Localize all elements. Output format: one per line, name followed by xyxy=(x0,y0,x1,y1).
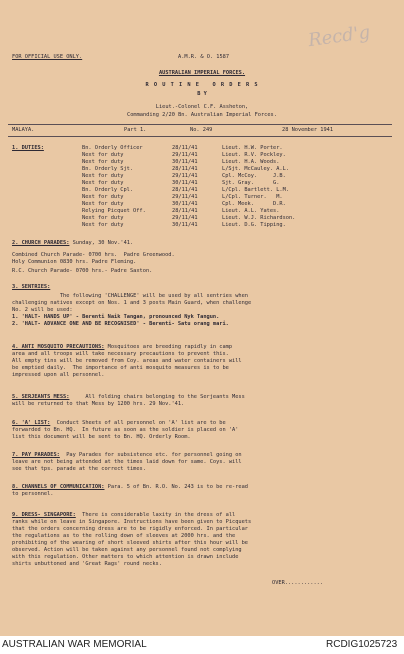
church-line: Combined Church Parade- 0700 hrs. Padre Greenwood. xyxy=(12,252,175,258)
sentries-heading: 3. SENTRIES: xyxy=(12,284,51,290)
dress-line: with this regulation. Other matters to which attention is drawn include xyxy=(12,554,239,560)
mosquito-line: All empty tins will be removed from Coy. areas and water containers will xyxy=(12,358,242,364)
duty-person: Sjt. Gray. G. xyxy=(222,180,280,186)
church-line: R.C. Church Parade- 0700 hrs.- Padre Saxton. xyxy=(12,268,153,274)
pay-heading: 7. PAY PARADES: xyxy=(12,452,60,458)
over-marker: OVER............ xyxy=(272,580,324,586)
duty-date: 30/11/41 xyxy=(172,180,198,186)
archive-id: RCDIG1025723 xyxy=(326,639,398,650)
duty-date: 30/11/41 xyxy=(172,222,198,228)
dress-line: shirts unbuttoned and 'Great Rags' round necks. xyxy=(12,561,162,567)
duty-person: Lieut. D.G. Tipping. xyxy=(222,222,286,228)
duty-name: Next for duty xyxy=(82,201,124,207)
by-line: B Y xyxy=(197,91,207,97)
channels-line: to personnel. xyxy=(12,491,54,497)
duty-name: Next for duty xyxy=(82,173,124,179)
challenge-1: 1. 'HALT- HANDS UP' - Berenti Naik Tangan, pronounced Nyk Tangun. xyxy=(12,314,220,320)
archive-credit: AUSTRALIAN WAR MEMORIAL xyxy=(2,639,147,650)
mosquito-section xyxy=(12,344,232,350)
command-line: Commanding 2/20 Bn. Australian Imperial Forces. xyxy=(127,112,277,118)
dress-line: that the orders concerning dress are to be rigidly enforced. In particular xyxy=(12,526,248,532)
duty-date: 28/11/41 xyxy=(172,187,198,193)
duty-person: Lieut. H.W. Porter. xyxy=(222,145,283,151)
duty-person: Lieut. H.A. Woods. xyxy=(222,159,280,165)
order-number: No. 249 xyxy=(190,127,213,133)
divider-top xyxy=(8,124,392,125)
channels-first-line: Para. 5 of Bn. R.O. No. 243 is to be re-read xyxy=(104,484,248,490)
duty-name: Bn. Orderly Officer xyxy=(82,145,143,151)
duty-name: Bn. Orderly Cpl. xyxy=(82,187,134,193)
mess-line: will be returned to that Mess by 1200 hrs. 29 Nov.'41. xyxy=(12,401,185,407)
dress-section xyxy=(12,512,235,518)
a-list-first-line: Conduct Sheets of all personnel on 'A' list are to be xyxy=(50,420,226,426)
dress-line: the regulations as to the rolling down of sleeves at 2000 hrs. and the xyxy=(12,533,236,539)
duty-name: Next for duty xyxy=(82,152,124,158)
duty-person: L/Sjt. McCauley. A.L. xyxy=(222,166,289,172)
a-list-line: forwarded to Bn. HQ. In future as soon as the soldier is placed on 'A' xyxy=(12,427,239,433)
duty-date: 29/11/41 xyxy=(172,194,198,200)
pay-section xyxy=(12,452,242,458)
pay-line: leave are not being attended at the times laid down for same. Coys. will xyxy=(12,459,242,465)
church-parades-section xyxy=(12,240,133,246)
channels-section xyxy=(12,484,248,490)
mess-heading: 5. SERJEANTS MESS: xyxy=(12,394,70,400)
duty-person: Lieut. R.V. Pockley. xyxy=(222,152,286,158)
mess-first-line: All folding chairs belonging to the Serjeants Mess xyxy=(69,394,245,400)
a-list-heading: 6. 'A' LIST: xyxy=(12,420,51,426)
duty-name: Next for duty xyxy=(82,180,124,186)
duty-person: Lieut. A.L. Yates. xyxy=(222,208,280,214)
channels-heading: 8. CHANNELS OF COMMUNICATION: xyxy=(12,484,105,490)
duty-name: Next for duty xyxy=(82,222,124,228)
duty-name: Next for duty xyxy=(82,159,124,165)
duty-person: Cpl. Meek. D.R. xyxy=(222,201,286,207)
duty-person: Lieut. W.J. Richardson. xyxy=(222,215,296,221)
duty-name: Next for duty xyxy=(82,215,124,221)
challenge-2: 2. 'HALT- ADVANCE ONE AND BE RECOGNISED' - Berenti- Satu orang mari. xyxy=(12,321,229,327)
duty-date: 28/11/41 xyxy=(172,145,198,151)
sentries-line: challenging natives except on Nos. 1 and 3 posts Main Guard, when challenge xyxy=(12,300,252,306)
force-heading: AUSTRALIAN IMPERIAL FORCES. xyxy=(158,70,246,76)
mosquito-line: be emptied daily. The importance of anti mosquito measures is to be xyxy=(12,365,229,371)
commanding-officer: Lieut.-Colonel C.F. Assheton, xyxy=(155,104,249,110)
mosquito-first-line: Mosquitoes are breeding rapidly in camp xyxy=(104,344,233,350)
pay-first-line: Pay Parades for subsistence etc. for personnel going on xyxy=(59,452,242,458)
dress-first-line: There is considerable laxity in the dress of all xyxy=(75,512,236,518)
duty-name: Next for duty xyxy=(82,194,124,200)
divider-bottom xyxy=(8,136,392,137)
duty-date: 28/11/41 xyxy=(172,166,198,172)
church-first-line: Sunday, 30 Nov.'41. xyxy=(69,240,134,246)
a-list-section xyxy=(12,420,226,426)
a-list-line: list this document will be sent to Bn. HQ. Orderly Room. xyxy=(12,434,191,440)
duty-date: 29/11/41 xyxy=(172,152,198,158)
mess-section xyxy=(12,394,245,400)
duties-heading: 1. DUTIES: xyxy=(12,145,44,151)
orders-title: R O U T I N E O R D E R S xyxy=(145,82,259,88)
duty-date: 29/11/41 xyxy=(172,215,198,221)
dress-heading: 9. DRESS- SINGAPORE: xyxy=(12,512,76,518)
mosquito-line: area and all troops will take necessary precautions to prevent this. xyxy=(12,351,229,357)
duty-date: 29/11/41 xyxy=(172,173,198,179)
church-heading: 2. CHURCH PARADES: xyxy=(12,240,70,246)
dress-line: prohibiting of the wearing of short sleeved shirts after this hour will be xyxy=(12,540,248,546)
duty-date: 30/11/41 xyxy=(172,159,198,165)
dress-line: ranks while on leave in Singapore. Instructions have been given to Picquets xyxy=(12,519,252,525)
duty-person: L/Cpl. Bartlett. L.M. xyxy=(222,187,289,193)
duty-name: Relying Picquet Off. xyxy=(82,208,146,214)
handwritten-signature: Recd'g xyxy=(306,21,372,52)
duty-person: Cpl. McCoy. J.B. xyxy=(222,173,286,179)
sentries-line: No. 2 will be used: xyxy=(12,307,73,313)
classification-label: FOR OFFICIAL USE ONLY. xyxy=(12,54,83,60)
part: Part 1. xyxy=(124,127,147,133)
duty-date: 30/11/41 xyxy=(172,201,198,207)
reference-number: A.M.R. & O. 1587 xyxy=(178,54,230,60)
pay-line: see that tps. parade at the correct times. xyxy=(12,466,146,472)
duty-person: L/Cpl. Turner. M. xyxy=(222,194,283,200)
mosquito-line: impressed upon all personnel. xyxy=(12,372,105,378)
dress-line: observed. Action will be taken against any personnel found not complying xyxy=(12,547,242,553)
duty-date: 28/11/41 xyxy=(172,208,198,214)
order-date: 28 November 1941 xyxy=(282,127,334,133)
church-line: Holy Communion 0830 hrs. Padre Fleming. xyxy=(12,259,137,265)
mosquito-heading: 4. ANTI MOSQUITO PRECAUTIONS: xyxy=(12,344,105,350)
sentries-line: The following 'CHALLENGE' will be used by all sentries when xyxy=(12,293,248,299)
duty-name: Bn. Orderly Sjt. xyxy=(82,166,134,172)
place: MALAYA. xyxy=(12,127,35,133)
